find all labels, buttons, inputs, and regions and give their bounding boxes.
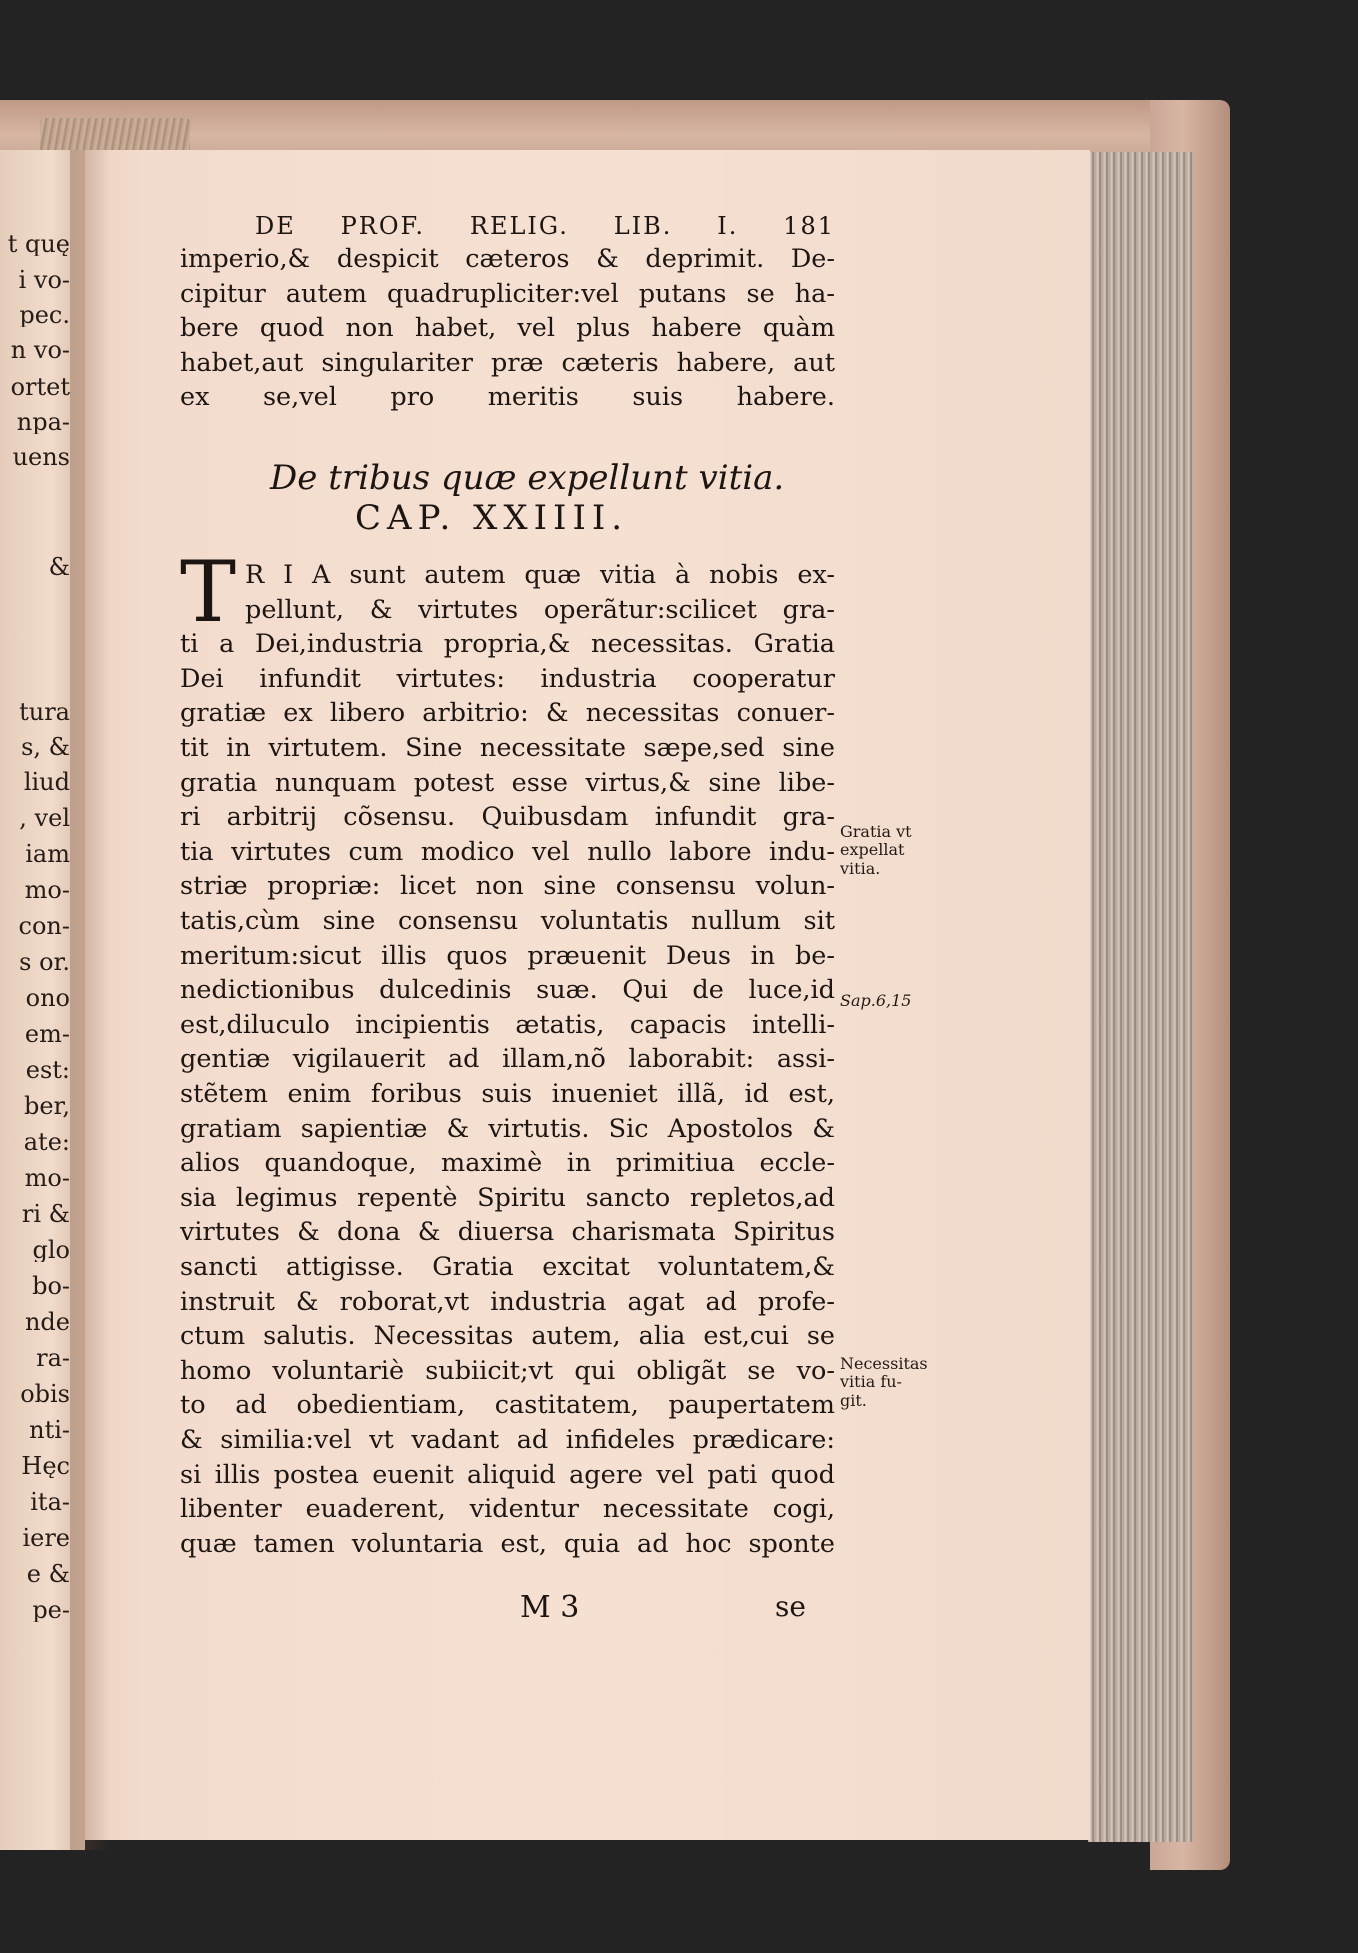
left-page-fragment: con- — [18, 914, 70, 938]
text-line: ri arbitrij cõsensu. Quibusdam infundit gra- — [180, 802, 835, 833]
left-page-fragment: em- — [24, 1022, 70, 1046]
text-line: to ad obedientiam, castitatem, paupertatem — [180, 1390, 835, 1421]
left-page-fragment: mo- — [24, 1166, 70, 1190]
left-page-fragment: e & — [26, 1562, 70, 1586]
left-page-fragment: ono — [25, 986, 70, 1010]
signature-mark: M 3 — [520, 1590, 580, 1625]
text-line: virtutes & dona & diuersa charismata Spiritus — [180, 1217, 835, 1248]
margin-note — [840, 1355, 928, 1410]
left-page-fragment: uens — [12, 445, 70, 469]
left-page-fragment: & — [48, 555, 70, 579]
page-block-edges — [1088, 152, 1193, 1842]
margin-note-line: expellat — [840, 840, 905, 860]
left-page-fragment: iam — [25, 842, 70, 866]
text-line: instruit & roborat,vt industria agat ad profe- — [180, 1286, 835, 1317]
left-page-fragment: est: — [25, 1058, 70, 1082]
gutter-shadow — [70, 150, 110, 1850]
text-line: & similia:vel vt vadant ad infideles prædicare: — [180, 1425, 835, 1455]
left-page-fragment: iere — [22, 1526, 70, 1550]
left-page-fragment: t quę — [7, 232, 70, 256]
left-page-fragment: nde — [24, 1310, 70, 1334]
left-page-fragment: ortet — [10, 375, 70, 399]
text-line: alios quandoque, maximè in primitiua eccle- — [180, 1148, 835, 1179]
chapter-number: CAP. XXIIII. — [355, 498, 629, 538]
text-line: gratiam sapientiæ & virtutis. Sic Apostolos & — [180, 1113, 835, 1144]
left-page-fragment: , vel — [19, 806, 70, 830]
left-page-fragment: ri & — [21, 1202, 70, 1226]
margin-note-line: Sap.6,15 — [840, 991, 912, 1010]
left-page-fragment: obis — [20, 1382, 70, 1406]
left-page-fragment: ita- — [30, 1490, 70, 1514]
margin-note-line: vitia. — [840, 858, 881, 878]
left-page-fragment: npa- — [16, 410, 70, 434]
margin-note-line: git. — [840, 1390, 867, 1410]
text-line: habet,aut singulariter præ cæteris habere, aut — [180, 347, 835, 378]
text-line: imperio,& despicit cæteros & deprimit. De- — [180, 244, 835, 274]
left-page-fragment: nti- — [29, 1418, 70, 1442]
text-line: tit in virtutem. Sine necessitate sæpe,sed sine — [180, 733, 835, 763]
text-line: tatis,cùm sine consensu voluntatis nullum sit — [180, 906, 835, 936]
margin-note — [840, 823, 912, 878]
margin-note — [840, 992, 911, 1010]
left-page-fragment: mo- — [24, 878, 70, 902]
text-line: gentiæ vigilauerit ad illam,nõ laborabit: assi- — [180, 1044, 835, 1075]
left-page-fragment: ber, — [23, 1094, 70, 1118]
left-page-fragment: Hęc — [21, 1454, 70, 1478]
left-page-fragment: i vo- — [18, 268, 70, 292]
left-page-fragment: ra- — [36, 1346, 70, 1370]
text-line: ti a Dei,industria propria,& necessitas. Gratia — [180, 629, 835, 660]
left-page-fragment: glo — [32, 1238, 70, 1262]
drop-cap: T — [180, 543, 237, 641]
text-line: ctum salutis. Necessitas autem, alia est,cui se — [180, 1321, 835, 1352]
running-head: DE PROF. RELIG. LIB. I. 181 — [255, 212, 835, 240]
left-page-fragment: pe- — [32, 1598, 70, 1622]
text-line: Dei infundit virtutes: industria cooperatur — [180, 663, 835, 694]
text-line: pellunt, & virtutes operãtur:scilicet gra- — [245, 594, 835, 625]
text-line: striæ propriæ: licet non sine consensu volun- — [180, 871, 835, 902]
text-line: nedictionibus dulcedinis suæ. Qui de luce,id — [180, 975, 835, 1006]
left-page-fragment: n vo- — [10, 338, 70, 362]
text-line: sia legimus repentè Spiritu sancto repletos,ad — [180, 1182, 835, 1213]
left-page-fragment: s or. — [19, 950, 70, 974]
text-line: si illis postea euenit aliquid agere vel pati quod — [180, 1459, 835, 1490]
text-line: bere quod non habet, vel plus habere quàm — [180, 313, 835, 343]
text-line: libenter euaderent, videntur necessitate cogi, — [180, 1494, 835, 1525]
catchword: se — [775, 1590, 806, 1623]
text-line: ex se,vel pro meritis suis habere. — [180, 382, 835, 412]
text-line: est,diluculo incipientis ætatis, capacis intelli- — [180, 1009, 835, 1040]
text-line: cipitur autem quadrupliciter:vel putans se ha- — [180, 278, 835, 309]
text-line: R I A sunt autem quæ vitia à nobis ex- — [245, 560, 835, 590]
margin-note-line: vitia fu- — [840, 1372, 902, 1392]
text-line: sancti attigisse. Gratia excitat voluntatem,& — [180, 1252, 835, 1282]
left-page-fragment: pec. — [19, 303, 70, 327]
left-page-fragment: ate: — [23, 1130, 70, 1154]
text-line: meritum:sicut illis quos præuenit Deus in be- — [180, 940, 835, 971]
margin-note-line: Gratia vt — [840, 822, 912, 841]
text-line: homo voluntariè subiicit;vt qui obligãt se vo- — [180, 1355, 835, 1386]
left-page-fragment: bo- — [32, 1274, 70, 1298]
text-line: stẽtem enim foribus suis inueniet illã, id est, — [180, 1079, 835, 1109]
text-line: gratiæ ex libero arbitrio: & necessitas conuer- — [180, 698, 835, 729]
chapter-title: De tribus quæ expellunt vitia. — [270, 458, 785, 498]
text-line: tia virtutes cum modico vel nullo labore indu- — [180, 836, 835, 867]
margin-note-line: Necessitas — [840, 1354, 928, 1373]
left-page-fragment: tura — [19, 700, 70, 724]
left-page-fragment: liud — [23, 770, 70, 794]
text-line: quæ tamen voluntaria est, quia ad hoc sponte — [180, 1528, 835, 1559]
left-page-fragment: s, & — [21, 735, 70, 759]
text-line: gratia nunquam potest esse virtus,& sine libe- — [180, 767, 835, 798]
